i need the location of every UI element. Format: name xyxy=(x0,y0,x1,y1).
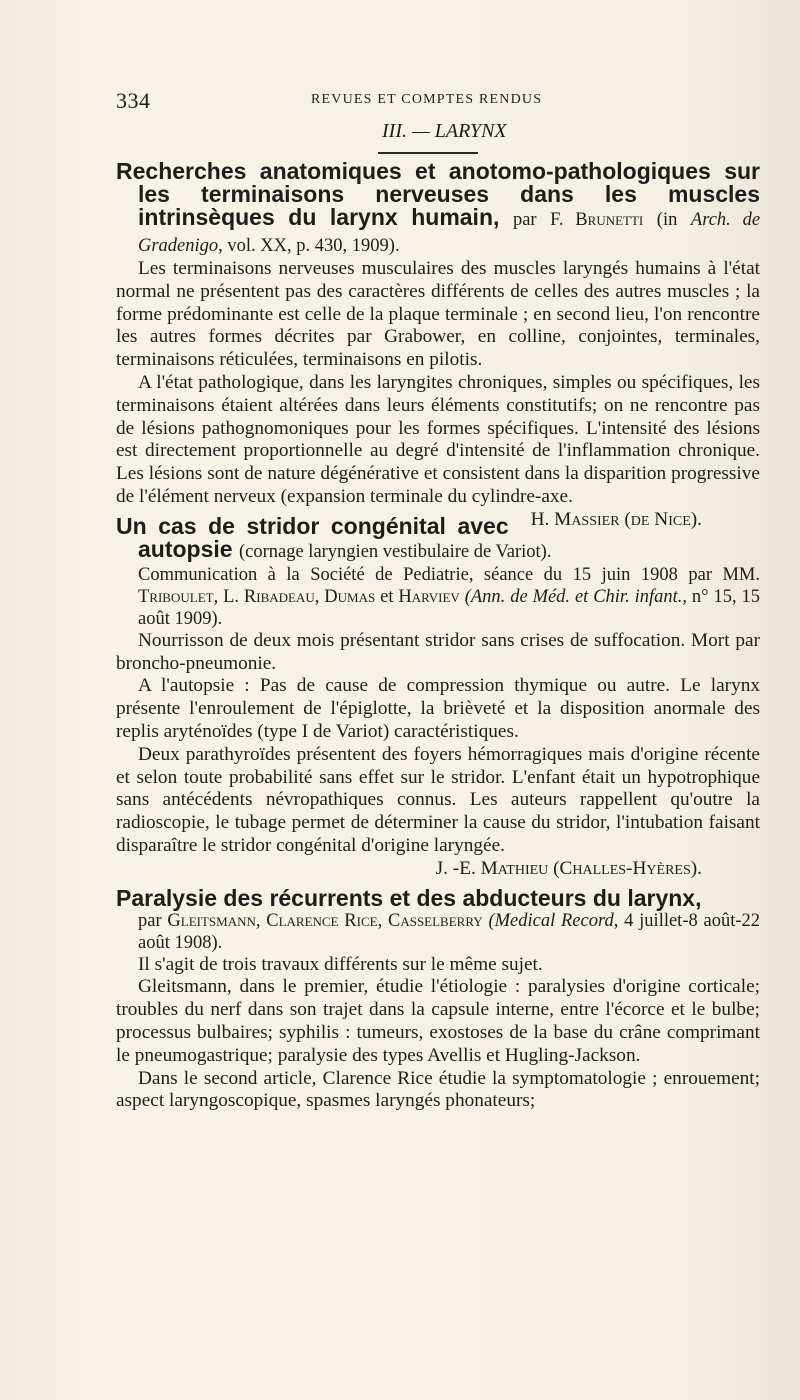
paragraph xyxy=(116,371,760,530)
paragraph: Les terminaisons nerveuses musculaires des muscles laryngés humains à l'état normal ne présentent pas des caractères différents de celles des autres muscles ; la forme prédominante est celle de la plaque terminale ; en second lieu, l'on rencontre les autres formes décrites par Grabower, en colline, conjointes, terminales, terminaisons réticulées, terminaisons en pilotis. xyxy=(116,258,760,371)
paragraph: Deux parathyroïdes présentent des foyers hémorragiques mais d'origine récente et selon toute probabilité sans effet sur le stridor. L'enfant était un hypotrophique sans antécédents névropathiques connus. Les auteurs rappellent qu'outre la radioscopie, le tubage permet de déterminer la cause du stridor, l'intubation faisant disparaître le stridor congénital d'origine laryngée. xyxy=(116,743,760,856)
article-title xyxy=(116,160,760,258)
citation-rest: , 4 juillet-8 août-22 août 1908). xyxy=(138,910,761,953)
signature: H. Massier (de Nice). xyxy=(530,508,702,530)
running-title: REVUES ET COMPTES RENDUS xyxy=(311,92,543,107)
citation-rest: , n° 15, 15 août 1909). xyxy=(138,586,760,629)
article-stridor-congenital xyxy=(116,512,760,881)
article-journal: Arch. de Gradenigo xyxy=(138,210,761,256)
article-cit-rest: , vol. XX, p. 430, 1909). xyxy=(218,236,400,256)
paragraph: A l'autopsie : Pas de cause de compression thymique ou autre. Le larynx présente l'enroulement de l'épiglotte, la brièveté et la disposition anormale des replis aryténoïdes (type I de Variot) caractéristiques. xyxy=(116,675,760,742)
article-terminaisons-nerveuses xyxy=(116,158,761,530)
article-author: F. Brunetti xyxy=(550,210,644,230)
article-title xyxy=(116,884,760,911)
section-title: III. — LARYNX xyxy=(382,120,507,142)
article-title-rest: (cornage laryngien vestibulaire de Variot). xyxy=(238,541,552,562)
section-rule xyxy=(378,152,478,154)
citation-authors: Gleitsmann, Clarence Rice, Casselberry xyxy=(167,910,483,931)
paragraph: Il s'agit de trois travaux différents sur le même sujet. xyxy=(138,953,543,975)
citation-journal: (Ann. de Méd. et Chir. infant. xyxy=(464,586,683,607)
citation-author2: Harviev xyxy=(398,586,460,607)
article-title-text: Un cas de stridor congénital avec autopsie xyxy=(116,512,509,562)
citation-authors: Triboulet, L. Ribadeau, Dumas xyxy=(138,586,376,607)
paragraph: Gleitsmann, dans le premier, étudie l'étiologie : paralysies d'origine corticale; troubles du nerf dans son trajet dans la capsule interne, entre l'écorce et le bulbe; processus bulbaires; syphilis : tumeurs, exostoses de la base du crâne comprimant le pneumogastrique; paralysie des types Avellis et Hugling-Jackson. xyxy=(116,976,760,1066)
paragraph: Dans le second article, Clarence Rice étudie la symptomatologie ; enrouement; aspect laryngoscopique, spasmes laryngés phonateurs; xyxy=(116,1067,760,1112)
citation-and: et xyxy=(380,586,394,607)
article-cit-open: (in xyxy=(656,210,678,230)
citation-journal: (Medical Record xyxy=(488,910,614,931)
paragraph-text: A l'état pathologique, dans les laryngites chroniques, simples ou spécifiques, les terminaisons étaient altérées dans leurs éléments constitutifs; on ne rencontre pas de lésions pathognomoniques pour les formes spécifiques. L'intensité des lésions est directement proportionnelle au degré d'intensité de l'inflammation chronique. Les lésions sont de nature dégénérative et consistent dans la disparition progressive de l'élément nerveux (expansion terminale du cylindre-axe. xyxy=(116,371,760,507)
citation xyxy=(116,564,760,630)
page-number: 334 xyxy=(116,88,151,113)
paragraph: Nourrisson de deux mois présentant stridor sans crises de suffocation. Mort par broncho-pneumonie. xyxy=(116,629,760,674)
signature: J. -E. Mathieu (Challes-Hyères). xyxy=(435,857,702,879)
citation-by: par xyxy=(138,910,162,931)
article-title-text: Paralysie des récurrents et des abducteurs du larynx, xyxy=(116,884,702,911)
citation xyxy=(116,910,760,954)
article-by: par xyxy=(512,210,537,230)
article-paralysie-recurrents xyxy=(116,884,761,1114)
citation-text: Communication à la Société de Pediatrie, séance du 15 juin 1908 par MM. xyxy=(138,564,760,585)
running-head xyxy=(116,78,760,118)
article-title-text: Recherches anatomiques et anotomo-pathologiques sur les terminaisons nerveuses dans les muscles intrinsèques du larynx humain, xyxy=(116,158,760,230)
